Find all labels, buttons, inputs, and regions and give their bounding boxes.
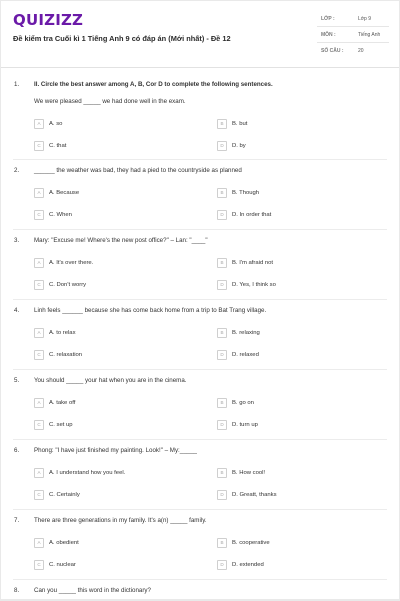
option-b[interactable] [217, 538, 270, 548]
option-letter-box: B [217, 258, 227, 268]
option-text: D. In order that [232, 212, 272, 218]
option-letter-box: A [34, 258, 44, 268]
option-text: D. extended [232, 562, 264, 568]
question-number: 7. [14, 517, 20, 524]
option-letter-box: D [217, 210, 227, 220]
meta-label: MÔN : [321, 32, 336, 38]
option-text: A. to relax [49, 330, 76, 336]
option-a[interactable] [34, 328, 76, 338]
option-text: B. but [232, 121, 248, 127]
question-text: There are three generations in my family. It's a(n) _____ family. [34, 517, 207, 524]
question-number: 4. [14, 307, 20, 314]
option-letter-box: A [34, 119, 44, 129]
option-d[interactable] [217, 420, 258, 430]
option-text: D. Yes, I think so [232, 282, 276, 288]
option-a[interactable] [34, 188, 79, 198]
divider [317, 42, 389, 43]
option-text: D. relaxed [232, 352, 259, 358]
option-letter-box: B [217, 119, 227, 129]
question-number: 3. [14, 237, 20, 244]
option-letter-box: A [34, 538, 44, 548]
option-a[interactable] [34, 468, 125, 478]
meta-value: Lớp 9 [358, 16, 372, 22]
question-text: Linh feels ______ because she has come back home from a trip to Bat Trang village. [34, 307, 267, 314]
option-text: C. that [49, 143, 67, 149]
question-text: ______ the weather was bad, they had a pied to the countryside as planned [34, 167, 242, 174]
option-a[interactable] [34, 258, 93, 268]
option-text: C. Certainly [49, 492, 80, 498]
meta-question-count [321, 48, 364, 54]
question-number: 8. [14, 587, 20, 594]
option-letter-box: A [34, 468, 44, 478]
option-letter-box: B [217, 328, 227, 338]
option-text: B. relaxing [232, 330, 260, 336]
question-number: 2. [14, 167, 20, 174]
option-a[interactable] [34, 119, 62, 129]
question-number: 5. [14, 377, 20, 384]
option-text: A. take off [49, 400, 76, 406]
option-letter-box: B [217, 398, 227, 408]
option-c[interactable] [34, 210, 72, 220]
option-text: B. How cool! [232, 470, 266, 476]
option-letter-box: D [217, 350, 227, 360]
option-text: C. Don't worry [49, 282, 87, 288]
question-number: 1. [14, 81, 20, 88]
option-text: B. I'm afraid not [232, 260, 274, 266]
meta-subject [321, 32, 381, 38]
option-letter-box: C [34, 350, 44, 360]
meta-label: SỐ CÂU : [321, 48, 344, 54]
option-letter-box: D [217, 490, 227, 500]
option-letter-box: D [217, 560, 227, 570]
option-text: A. so [49, 121, 63, 127]
meta-value: Tiếng Anh [358, 32, 381, 38]
divider [13, 229, 387, 230]
quizizz-logo: QUIZIZZ [13, 11, 84, 29]
option-text: B. go on [232, 400, 254, 406]
option-b[interactable] [217, 188, 259, 198]
option-letter-box: C [34, 210, 44, 220]
option-c[interactable] [34, 350, 82, 360]
option-text: B. Though [232, 190, 260, 196]
option-c[interactable] [34, 141, 66, 151]
option-letter-box: C [34, 141, 44, 151]
worksheet-header [1, 1, 399, 68]
meta-grade [321, 16, 372, 22]
worksheet-page [1, 1, 399, 599]
option-a[interactable] [34, 538, 79, 548]
option-text: C. set up [49, 422, 73, 428]
divider [317, 26, 389, 27]
meta-value: 20 [358, 48, 364, 54]
option-d[interactable] [217, 350, 259, 360]
option-text: A. I understand how you feel. [49, 470, 126, 476]
option-c[interactable] [34, 560, 76, 570]
option-letter-box: A [34, 398, 44, 408]
question-text: We were pleased _____ we had done well in the exam. [34, 98, 186, 105]
option-text: C. relaxation [49, 352, 83, 358]
option-text: D. Greatt, thanks [232, 492, 277, 498]
option-letter-box: D [217, 141, 227, 151]
option-b[interactable] [217, 398, 254, 408]
option-c[interactable] [34, 420, 73, 430]
option-b[interactable] [217, 328, 260, 338]
option-b[interactable] [217, 468, 265, 478]
option-letter-box: D [217, 280, 227, 290]
option-c[interactable] [34, 280, 86, 290]
option-text: A. Because [49, 190, 80, 196]
option-text: D. turn up [232, 422, 258, 428]
option-text: A. It's over there. [49, 260, 94, 266]
option-b[interactable] [217, 258, 273, 268]
option-text: C. When [49, 212, 72, 218]
option-text: A. obedient [49, 540, 79, 546]
question-number: 6. [14, 447, 20, 454]
divider [13, 439, 387, 440]
option-d[interactable] [217, 560, 264, 570]
option-a[interactable] [34, 398, 75, 408]
option-letter-box: A [34, 328, 44, 338]
option-letter-box: C [34, 560, 44, 570]
option-letter-box: A [34, 188, 44, 198]
option-d[interactable] [217, 210, 271, 220]
divider [13, 579, 387, 580]
meta-label: LỚP : [321, 16, 335, 22]
option-text: D. by [232, 143, 246, 149]
option-letter-box: C [34, 420, 44, 430]
option-b[interactable] [217, 119, 247, 129]
option-d[interactable] [217, 141, 246, 151]
question-text: Phong: "I have just finished my painting. Look!" – My:_____ [34, 447, 197, 454]
section-instruction: II. Circle the best answer among A, B, Cor D to complete the following sentences. [34, 81, 273, 88]
option-letter-box: B [217, 538, 227, 548]
option-letter-box: B [217, 188, 227, 198]
question-text: Mary: "Excuse me! Where's the new post office?" – Lan: "____" [34, 237, 208, 244]
option-text: C. nuclear [49, 562, 76, 568]
divider [13, 369, 387, 370]
option-letter-box: D [217, 420, 227, 430]
option-text: B. cooperative [232, 540, 270, 546]
divider [13, 509, 387, 510]
option-c[interactable] [34, 490, 80, 500]
question-text: You should _____ your hat when you are in the cinema. [34, 377, 187, 384]
worksheet-title: Đề kiểm tra Cuối kì 1 Tiếng Anh 9 có đáp án (Mới nhất) - Đề 12 [13, 34, 231, 43]
divider [13, 159, 387, 160]
option-letter-box: B [217, 468, 227, 478]
divider [13, 299, 387, 300]
option-d[interactable] [217, 490, 277, 500]
option-letter-box: C [34, 280, 44, 290]
question-text: Can you _____ this word in the dictionary? [34, 587, 151, 594]
option-letter-box: C [34, 490, 44, 500]
option-d[interactable] [217, 280, 276, 290]
